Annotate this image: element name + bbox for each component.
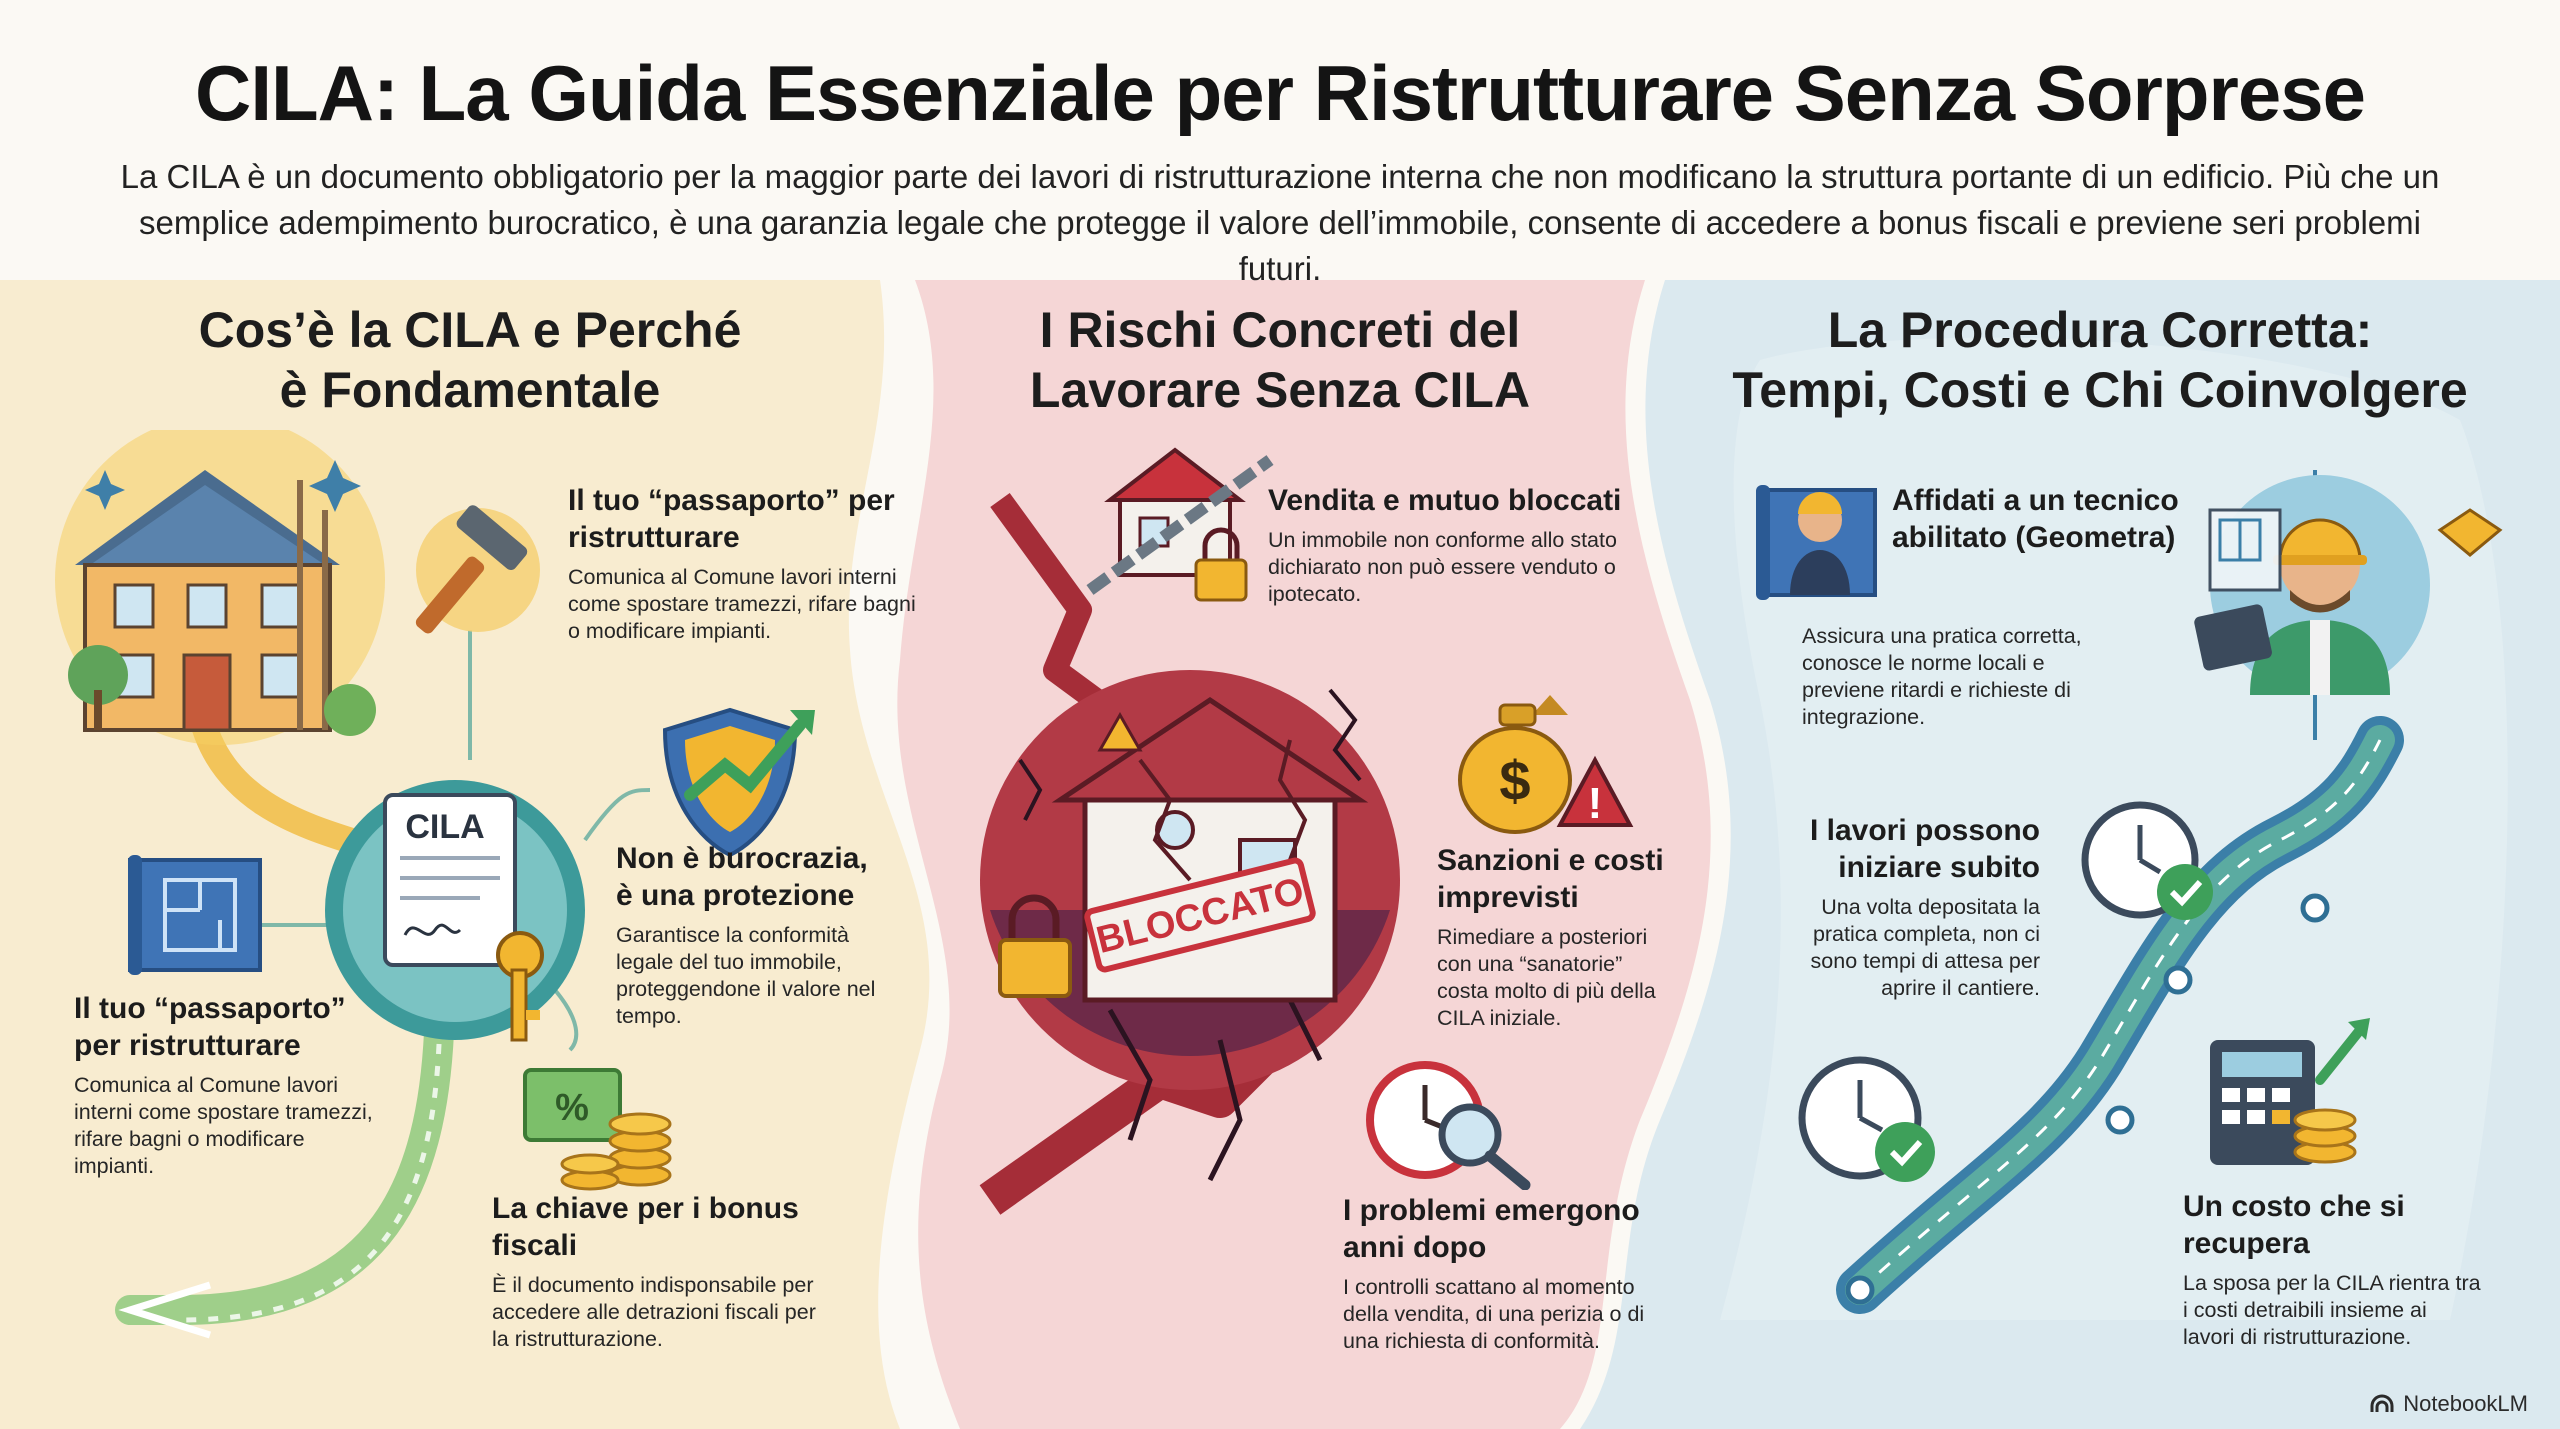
technician-icon bbox=[1756, 485, 1875, 600]
intro-line-1: La CILA è un documento obbligatorio per la maggior parte dei lavori di ristrutturazione interna che non modificano la struttura portante di un edificio. Più che un bbox=[120, 158, 2440, 195]
page-title: CILA: La Guida Essenziale per Ristrutturare Senza Sorprese bbox=[195, 49, 2365, 137]
svg-text:BLOCCATO: BLOCCATO bbox=[1092, 869, 1309, 962]
left-item-tax-bonus: La chiave per i bonus fiscali È il documento indisponsabile per accedere alle detrazioni fiscali per la ristrutturazione. bbox=[492, 1192, 816, 1351]
hammer-icon bbox=[413, 503, 540, 636]
blueprint-icon bbox=[128, 855, 260, 975]
money-coins-icon bbox=[525, 1070, 670, 1189]
middle-item-problems-later: I problemi emergono anni dopo I controlli scattano al momento della vendita, di una perizia o di una richiesta di conformità. bbox=[1343, 1194, 1645, 1353]
page-intro bbox=[100, 154, 2460, 292]
timeline-node bbox=[2166, 968, 2190, 992]
left-item-protection: Non è burocrazia, è una protezione Garantisce la conformità legale del tuo immobile, proteggendone il valore nel tempo. bbox=[616, 842, 876, 1028]
svg-text:$: $ bbox=[1499, 749, 1531, 812]
right-item-technician-desc: Assicura una pratica corretta, conosce le norme locali e previene ritardi e richieste di integrazione. bbox=[1802, 624, 2082, 729]
clock-check-icon bbox=[2085, 805, 2213, 920]
left-item-passport-top: Il tuo “passaporto” per ristrutturare Comunica al Comune lavori interni come spostare tramezzi, rifare bagni o modificare impianti. bbox=[568, 484, 916, 643]
clock-check-icon bbox=[1802, 1060, 1935, 1182]
middle-item-sale-blocked: Vendita e mutuo bloccati Un immobile non conforme allo stato dichiarato non può essere venduto o ipotecato. bbox=[1268, 484, 1622, 606]
clock-magnifier-icon bbox=[1360, 1060, 1540, 1190]
svg-text:!: ! bbox=[1587, 779, 1603, 828]
calculator-coins-icon bbox=[2210, 1018, 2370, 1165]
engineer-icon bbox=[2193, 475, 2430, 695]
right-column-title: La Procedura Corretta: Tempi, Costi e Chi Coinvolgere bbox=[1732, 302, 2468, 418]
shield-icon bbox=[665, 710, 815, 855]
intro-line-2: semplice adempimento burocratico, è una garanzia legale che protegge il valore dell’immobile, consente di accedere a bonus fiscali e previene seri problemi futuri. bbox=[139, 204, 2421, 287]
notebooklm-logo-icon bbox=[2369, 1394, 2395, 1414]
notebooklm-brand bbox=[2369, 1391, 2528, 1417]
left-item-passport-bottom: Il tuo “passaporto” per ristrutturare Comunica al Comune lavori interni come spostare tramezzi, rifare bagni o modificare impianti. bbox=[74, 992, 373, 1178]
money-bag-warning-icon bbox=[1455, 685, 1655, 835]
left-column-title: Cos’è la CILA e Perché è Fondamentale bbox=[198, 302, 742, 418]
chained-house-icon bbox=[1090, 450, 1270, 600]
right-item-cost: Un costo che si recupera La sposa per la CILA rientra tra i costi detraibili insieme ai lavori di ristrutturazione. bbox=[2183, 1190, 2481, 1349]
right-item-technician-title: Affidati a un tecnico abilitato (Geometra) bbox=[1892, 484, 2179, 554]
timeline-node bbox=[2303, 896, 2327, 920]
timeline-node bbox=[1848, 1278, 1872, 1302]
middle-column-title: I Rischi Concreti del Lavorare Senza CILA bbox=[1029, 302, 1531, 418]
brand-label: NotebookLM bbox=[2403, 1391, 2528, 1416]
middle-item-penalties: Sanzioni e costi imprevisti Rimediare a posteriori con una “sanatorie” costa molto di più della CILA iniziale. bbox=[1437, 844, 1664, 1030]
cila-doc-label: CILA bbox=[405, 808, 485, 846]
handshake-icon bbox=[2440, 510, 2500, 555]
timeline-node bbox=[2108, 1108, 2132, 1132]
svg-text:%: % bbox=[555, 1087, 589, 1129]
right-item-start-now: I lavori possono iniziare subito Una volta depositata la pratica completa, non ci sono tempi di attesa per aprire il cantiere. bbox=[1809, 814, 2040, 1000]
